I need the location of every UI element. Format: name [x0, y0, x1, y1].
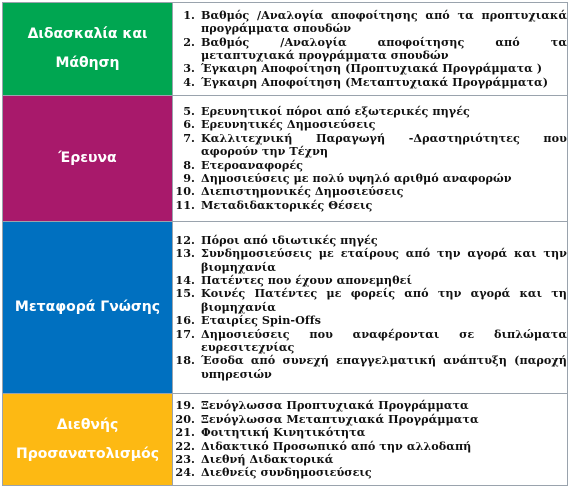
- indicator-item: [173, 247, 567, 260]
- table-body: [3, 3, 568, 486]
- indicator-item: [173, 132, 567, 145]
- indicator-number: 21.: [175, 425, 195, 440]
- category-title-line: Διδασκαλία και: [27, 26, 148, 42]
- indicator-label: Κοινές Πατέντες με φορείς από την αγορά και τη: [201, 286, 567, 301]
- indicator-item: [173, 76, 567, 89]
- indicator-number: 12.: [175, 232, 195, 247]
- indicator-label: Έγκαιρη Αποφοίτηση (Μεταπτυχιακά Προγράμματα): [201, 74, 549, 89]
- indicator-number: 10.: [175, 184, 195, 199]
- indicator-item-continuation: [173, 341, 567, 354]
- indicator-list-cell: [173, 222, 568, 394]
- indicator-label: Διεθνείς συνδημοσιεύσεις: [201, 465, 372, 480]
- indicator-item: [173, 399, 567, 412]
- indicator-list-cell: [173, 96, 568, 222]
- indicator-number: 9.: [183, 170, 195, 185]
- indicator-label: Έσοδα από συνεχή επαγγελματική ανάπτυξη (παροχή: [201, 353, 567, 368]
- indicator-label: Πατέντες που έχουν απονεμηθεί: [201, 272, 412, 287]
- indicator-item: [173, 354, 567, 367]
- indicator-number: 18.: [175, 353, 195, 368]
- indicator-label: Δημοσιεύσεις με πολύ υψηλό αριθμό αναφορών: [201, 170, 512, 185]
- indicator-label: Ξενόγλωσσα Μεταπτυχιακά Προγράμματα: [201, 411, 479, 426]
- indicator-list: [173, 234, 567, 381]
- indicator-number: 4.: [183, 74, 195, 89]
- indicator-label: Διδακτικό Προσωπικό από την αλλοδαπή: [201, 438, 472, 453]
- indicator-item: [173, 172, 567, 185]
- category-row: [3, 222, 568, 394]
- indicator-label: Φοιτητική Κινητικότητα: [201, 425, 366, 440]
- indicator-label: Πόροι από ιδιωτικές πηγές: [201, 232, 378, 247]
- category-row: [3, 96, 568, 222]
- indicator-item: [173, 314, 567, 327]
- indicator-item-continuation: [173, 261, 567, 274]
- category-title-line: Μεταφορά Γνώσης: [14, 299, 161, 315]
- category-title-line: Διεθνής: [56, 416, 119, 433]
- indicator-number: 5.: [183, 103, 195, 118]
- indicator-number: 13.: [175, 246, 195, 261]
- indicator-item: [173, 105, 567, 118]
- category-title-line: Μάθηση: [55, 55, 120, 71]
- indicator-item: [173, 118, 567, 131]
- indicator-label: Ξενόγλωσσα Προπτυχιακά Προγράμματα: [201, 398, 469, 413]
- indicator-item: [173, 62, 567, 75]
- indicator-number: 19.: [175, 398, 195, 413]
- indicator-list-cell: [173, 3, 568, 96]
- category-title-line: Προσανατολισμός: [15, 445, 160, 462]
- indicator-number: 3.: [183, 61, 195, 76]
- indicator-item: [173, 453, 567, 466]
- indicator-label: προγράμματα σπουδών: [201, 21, 352, 36]
- indicator-number: 1.: [183, 7, 195, 22]
- indicator-label: Δημοσιεύσεις που αναφέρονται σε διπλώματα: [201, 326, 567, 341]
- indicator-list: [173, 399, 567, 479]
- indicator-number: [173, 145, 201, 158]
- indicator-list: [173, 9, 567, 89]
- indicator-label: Εταιρίες Spin-Offs: [201, 313, 321, 328]
- indicator-number: 8.: [183, 157, 195, 172]
- indicator-label: μεταπτυχιακά προγράμματα σπουδών: [201, 48, 449, 62]
- indicator-table: [2, 2, 568, 486]
- indicator-item-continuation: [173, 368, 567, 381]
- category-teaching-cell: [3, 3, 173, 96]
- indicator-label: αφορούν την Τέχνη: [201, 144, 329, 159]
- indicator-number: [173, 49, 201, 62]
- indicator-number: [173, 368, 201, 381]
- indicator-number: [173, 301, 201, 314]
- category-row: [3, 3, 568, 96]
- indicator-label: Ερευνητικές Δημοσιεύσεις: [201, 117, 376, 132]
- category-international-cell: [3, 394, 173, 486]
- indicator-item: [173, 159, 567, 172]
- indicator-label: Βαθμός /Αναλογία αποφοίτησης από τα: [201, 34, 567, 49]
- indicator-item: [173, 328, 567, 341]
- category-knowledge-transfer-cell: [3, 222, 173, 394]
- indicator-label: βιομηχανία: [201, 259, 276, 274]
- indicator-list: [173, 105, 567, 212]
- indicator-number: 11.: [175, 197, 195, 212]
- indicator-item: [173, 9, 567, 22]
- indicator-label: υπηρεσιών: [201, 366, 272, 381]
- indicator-label: ευρεσιτεχνίας: [201, 340, 295, 355]
- indicator-label: Ερευνητικοί πόροι από εξωτερικές πηγές: [201, 103, 470, 118]
- indicator-item-continuation: [173, 22, 567, 35]
- indicator-number: 17.: [175, 326, 195, 341]
- indicator-item: [173, 36, 567, 49]
- indicator-item: [173, 185, 567, 198]
- indicator-item: [173, 426, 567, 439]
- indicator-item: [173, 413, 567, 426]
- indicator-item: [173, 287, 567, 300]
- indicator-item: [173, 199, 567, 212]
- category-row: [3, 394, 568, 486]
- category-title-line: Έρευνα: [58, 150, 117, 166]
- indicator-number: 7.: [183, 130, 195, 145]
- indicator-label: Συνδημοσιεύσεις με εταίρους από την αγορά και την: [201, 246, 567, 261]
- indicator-label: Μεταδιδακτορικές Θέσεις: [201, 197, 373, 212]
- indicator-label: Διεθνή Διδακτορικά: [201, 451, 334, 466]
- indicator-item-continuation: [173, 145, 567, 158]
- indicator-number: 16.: [175, 313, 195, 328]
- indicator-item: [173, 440, 567, 453]
- indicator-label: Έγκαιρη Αποφοίτηση (Προπτυχιακά Προγράμματα ): [201, 61, 543, 76]
- indicator-number: [173, 341, 201, 354]
- indicator-number: 2.: [183, 34, 195, 49]
- indicator-number: 20.: [175, 411, 195, 426]
- indicator-number: 14.: [175, 272, 195, 287]
- indicator-item: [173, 274, 567, 287]
- indicator-item-continuation: [173, 49, 567, 62]
- indicator-number: 15.: [175, 286, 195, 301]
- indicator-item: [173, 234, 567, 247]
- indicator-number: 6.: [183, 117, 195, 132]
- indicator-item-continuation: [173, 301, 567, 314]
- indicator-label: Βαθμός /Αναλογία αποφοίτησης από τα προπτυχιακά: [201, 7, 567, 22]
- indicator-label: Ετεροαναφορές: [201, 157, 304, 172]
- category-research-cell: [3, 96, 173, 222]
- indicator-label: βιομηχανία: [201, 299, 276, 314]
- indicator-item: [173, 466, 567, 479]
- indicator-number: 23.: [175, 451, 195, 466]
- indicator-label: Καλλιτεχνική Παραγωγή -Δραστηριότητες που: [201, 130, 567, 145]
- indicator-label: Διεπιστημονικές Δημοσιεύσεις: [201, 184, 404, 199]
- indicator-number: [173, 261, 201, 274]
- indicator-number: 22.: [175, 438, 195, 453]
- indicator-number: 24.: [175, 465, 195, 480]
- indicator-number: [173, 22, 201, 35]
- indicator-list-cell: [173, 394, 568, 486]
